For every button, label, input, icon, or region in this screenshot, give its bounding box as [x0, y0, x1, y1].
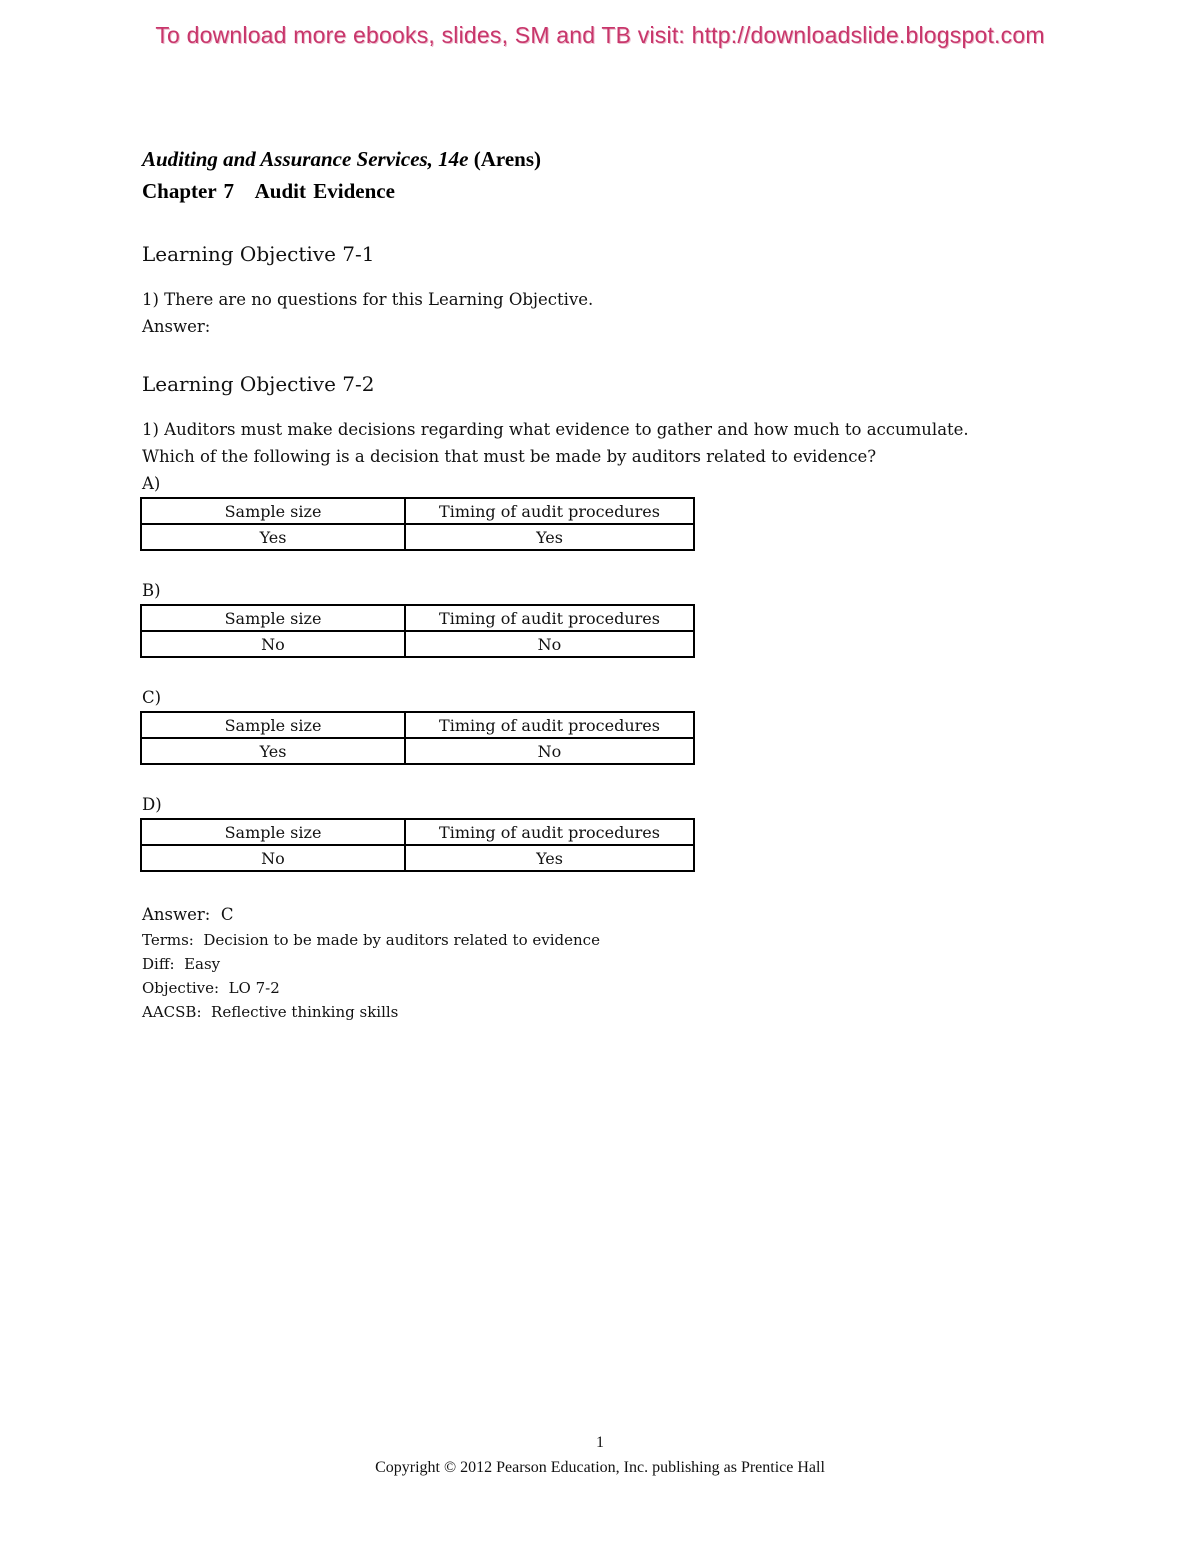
option-label: D) — [142, 795, 162, 814]
option-d — [142, 791, 1042, 872]
table-cell: Sample size — [141, 498, 405, 524]
book-title — [142, 144, 1042, 174]
lo1-heading: Learning Objective 7-1 — [142, 242, 375, 266]
lo1-question: 1) There are no questions for this Learning Objective. — [142, 290, 594, 309]
copyright-footer: Copyright © 2012 Pearson Education, Inc. publishing as Prentice Hall — [375, 1459, 825, 1476]
option-c — [142, 684, 1042, 765]
option-table — [140, 711, 695, 765]
objective-line: Objective: LO 7-2 — [142, 979, 280, 997]
table-cell: Timing of audit procedures — [405, 498, 694, 524]
option-label: A) — [142, 474, 161, 493]
table-row — [141, 738, 694, 764]
table-cell: Sample size — [141, 605, 405, 631]
lo2-question-line1: 1) Auditors must make decisions regarding what evidence to gather and how much to accumulate. — [142, 420, 969, 439]
option-a — [142, 470, 1042, 551]
table-cell: Timing of audit procedures — [405, 605, 694, 631]
table-row — [141, 845, 694, 871]
table-header-row — [141, 819, 694, 845]
table-cell: Sample size — [141, 712, 405, 738]
terms-line: Terms: Decision to be made by auditors related to evidence — [142, 931, 600, 949]
lo2-question-line2: Which of the following is a decision that must be made by auditors related to evidence? — [142, 447, 877, 466]
table-cell: No — [405, 738, 694, 764]
option-label: C) — [142, 688, 162, 707]
table-cell: No — [141, 631, 405, 657]
option-table — [140, 818, 695, 872]
book-author: (Arens) — [468, 147, 542, 171]
table-header-row — [141, 498, 694, 524]
table-cell: Timing of audit procedures — [405, 712, 694, 738]
table-row — [141, 524, 694, 550]
table-header-row — [141, 712, 694, 738]
option-table — [140, 497, 695, 551]
download-banner: To download more ebooks, slides, SM and TB visit: http://downloadslide.blogspot.com — [155, 22, 1045, 48]
table-cell: Yes — [141, 738, 405, 764]
table-cell: Yes — [405, 845, 694, 871]
document-body — [142, 144, 1042, 1024]
table-cell: No — [141, 845, 405, 871]
table-cell: Timing of audit procedures — [405, 819, 694, 845]
table-cell: Yes — [405, 524, 694, 550]
option-label: B) — [142, 581, 161, 600]
table-cell: Sample size — [141, 819, 405, 845]
book-title-italic: Auditing and Assurance Services, 14e — [142, 147, 469, 171]
table-row — [141, 631, 694, 657]
lo2-heading: Learning Objective 7-2 — [142, 372, 375, 396]
difficulty-line: Diff: Easy — [142, 955, 221, 973]
chapter-title: Chapter 7 Audit Evidence — [142, 179, 395, 203]
aacsb-line: AACSB: Reflective thinking skills — [142, 1003, 399, 1021]
table-header-row — [141, 605, 694, 631]
table-cell: Yes — [141, 524, 405, 550]
table-cell: No — [405, 631, 694, 657]
page-number: 1 — [596, 1434, 604, 1451]
option-table — [140, 604, 695, 658]
lo1-answer: Answer: — [142, 317, 211, 336]
option-b — [142, 577, 1042, 658]
answer-line: Answer: C — [142, 905, 234, 924]
